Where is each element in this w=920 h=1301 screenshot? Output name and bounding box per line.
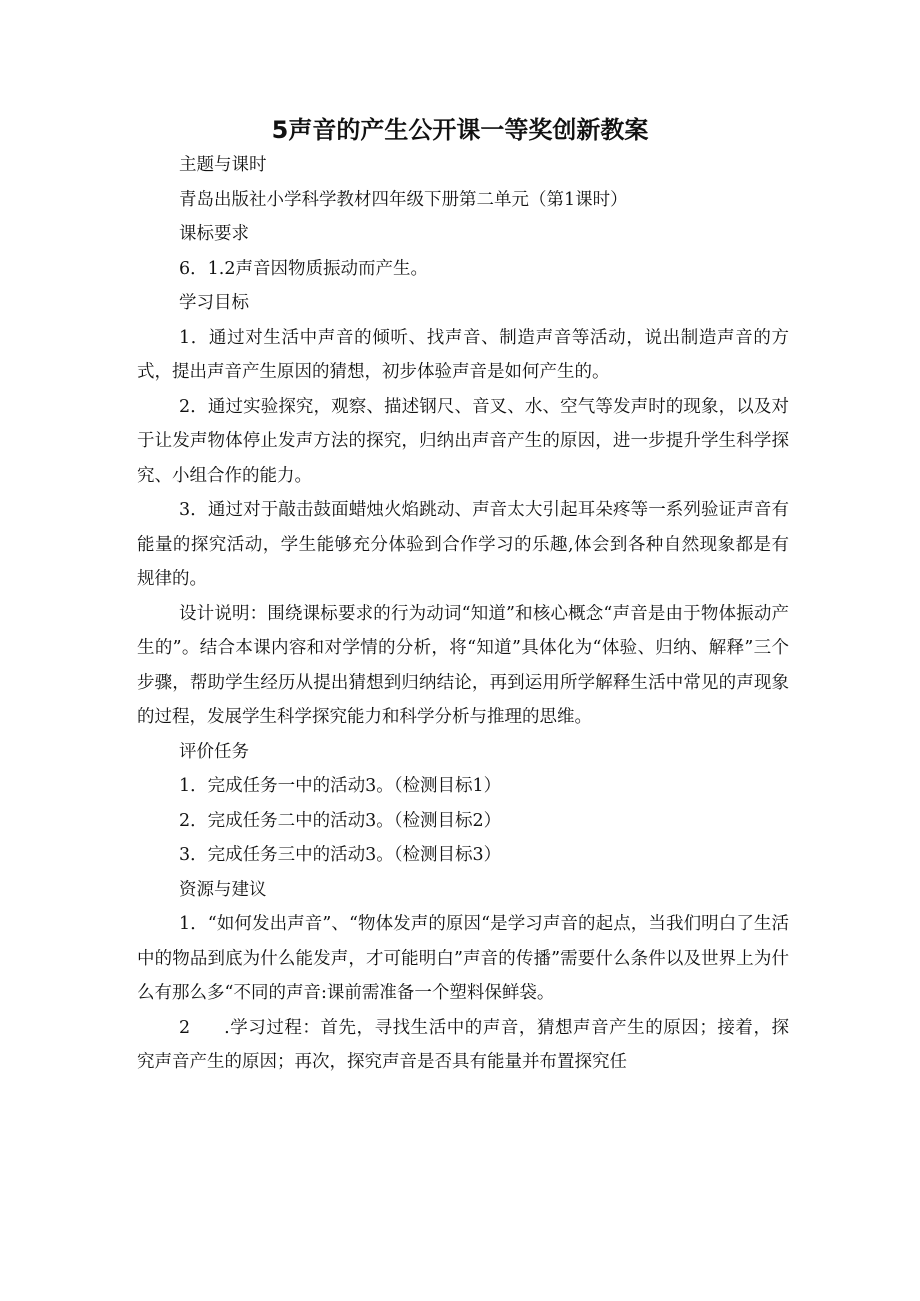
goal-2: 2．通过实验探究，观察、描述钢尺、音叉、水、空气等发声时的现象，以及对于让发声物体停止发声方法的探究，归纳出声音产生的原因，进一步提升学生科学探究、小组合作的能力。 bbox=[137, 396, 789, 486]
goal-1: 1．通过对生活中声音的倾听、找声音、制造声音等活动，说出制造声音的方式，提出声音产生原因的猜想，初步体验声音是如何产生的。 bbox=[137, 327, 789, 382]
resource-item-2 bbox=[137, 1011, 789, 1080]
resource-item-2-number: 2 bbox=[179, 1017, 191, 1038]
document-title: 5声音的产生公开课一等奖创新教案 bbox=[271, 116, 649, 144]
resource-item-2-text: .学习过程：首先，寻找生活中的声音，猜想声音产生的原因；接着，探究声音产生的原因；再次，探究声音是否具有能量并布置探究任 bbox=[137, 1017, 789, 1072]
eval-item-3: 3．完成任务三中的活动3。（检测目标3） bbox=[179, 845, 502, 865]
eval-heading: 评价任务 bbox=[179, 741, 249, 762]
topic-text: 青岛出版社小学科学教材四年级下册第二单元（第1课时） bbox=[179, 189, 628, 210]
eval-item-1: 1．完成任务一中的活动3。（检测目标1） bbox=[179, 776, 502, 796]
standard-text: 6．1.2声音因物质振动而产生。 bbox=[179, 258, 428, 279]
goal-3: 3．通过对于敲击鼓面蜡烛火焰跳动、声音太大引起耳朵疼等一系列验证声音有能量的探究活动，学生能够充分体验到合作学习的乐趣,体会到各种自然现象都是有规律的。 bbox=[137, 500, 789, 589]
design-note: 设计说明：围绕课标要求的行为动词“知道”和核心概念“声音是由于物体振动产生的”。结合本课内容和对学情的分析，将“知道”具体化为“体验、归纳、解释”三个步骤，帮助学生经历从提出猜想到归纳结论，再到运用所学解释生活中常见的声现象的过程，发展学生科学探究能力和科学分析与推理的思维。 bbox=[137, 603, 789, 727]
resource-heading: 资源与建议 bbox=[179, 879, 267, 900]
document-body bbox=[137, 148, 789, 1080]
topic-heading: 主题与课时 bbox=[179, 155, 267, 175]
eval-item-2: 2．完成任务二中的活动3。（检测目标2） bbox=[179, 810, 502, 831]
standard-heading: 课标要求 bbox=[179, 224, 249, 244]
goals-heading: 学习目标 bbox=[179, 293, 249, 313]
resource-item-1: 1．“如何发出声音”、“物体发声的原因“是学习声音的起点，当我们明白了生活中的物品到底为什么能发声，才可能明白”声音的传播”需要什么条件以及世界上为什么有那么多“不同的声音:课前需准备一个塑料保鲜袋。 bbox=[137, 914, 789, 1003]
